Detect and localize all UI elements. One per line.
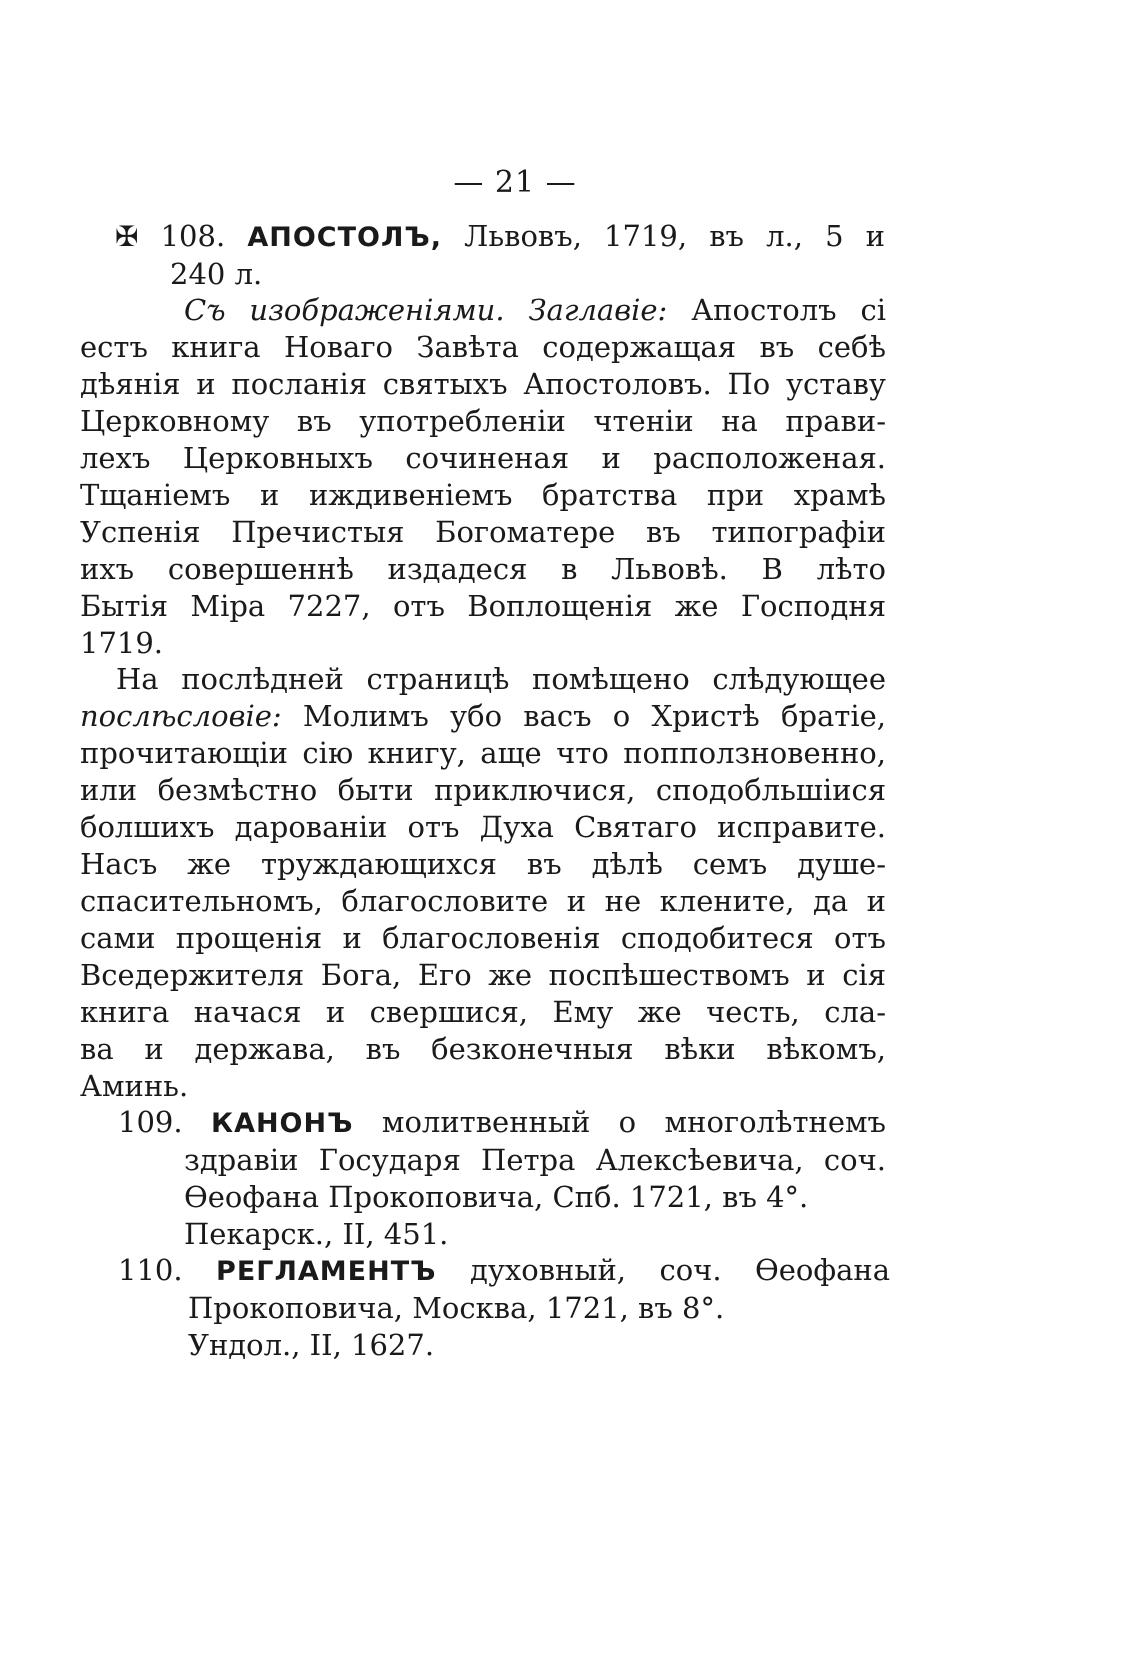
entry-108-heading	[115, 218, 885, 256]
note-line: спасительномъ, благословите и не клените, да и	[80, 884, 886, 918]
entry-head-rest: Львовъ, 1719, въ л., 5 и	[464, 219, 886, 253]
entry-109	[118, 1104, 886, 1253]
description-line: Бытія Міра 7227, отъ Воплощенія же Господня	[80, 589, 886, 623]
note-line: ва и держава, въ безконечныя вѣки вѣкомъ,	[80, 1032, 886, 1066]
entry-108	[115, 218, 885, 293]
entry-108-note	[80, 661, 886, 1105]
description-line: лехъ Церковныхъ сочиненая и расположеная.	[80, 441, 886, 475]
note-line: или безмѣстно быти приключися, сподобльшіися	[80, 773, 886, 807]
note-line: Вседержителя Бога, Его же поспѣшествомъ и сія	[80, 958, 886, 992]
entry-number: 110.	[118, 1253, 183, 1287]
entry-continuation-line: Пекарск., II, 451.	[184, 1217, 449, 1251]
italic-lead: Съ изображеніями. Заглавіе:	[184, 293, 668, 327]
entry-title: АПОСТОЛЪ,	[247, 222, 443, 253]
entry-110-heading	[118, 1252, 890, 1290]
italic-word: послѣсловіе:	[80, 699, 282, 733]
entry-head-rest: духовный, соч. Ѳеофана	[469, 1253, 891, 1287]
description-line: естъ книга Новаго Завѣта содержащая въ себѣ	[80, 330, 886, 364]
description-line: 1719.	[80, 626, 164, 660]
entry-title: КАНОНЪ	[211, 1108, 354, 1139]
cross-marker-icon: ✠	[115, 220, 139, 253]
note-line: сами прощенія и благословенія сподобитеся отъ	[80, 921, 886, 955]
note-second-rest: Молимъ убо васъ о Христѣ братіе,	[302, 699, 887, 733]
description-line: Успенія Пречистыя Богоматере въ типографіи	[80, 515, 886, 549]
description-line	[80, 292, 886, 329]
entry-head-rest: молитвенный о многолѣтнемъ	[381, 1105, 887, 1139]
entry-continuation-line: здравіи Государя Петра Алексѣевича, соч.	[184, 1143, 886, 1177]
entry-head-continuation: 240 л.	[170, 257, 263, 291]
page-number: — 21 —	[453, 165, 577, 200]
note-line: книга начася и свершися, Ему же честь, сла-	[80, 995, 886, 1029]
entry-108-description	[80, 292, 886, 662]
entry-110	[118, 1252, 890, 1364]
description-line: дѣянія и посланія святыхъ Апостоловъ. По уставу	[80, 367, 886, 401]
entry-title: РЕГЛАМЕНТЪ	[216, 1256, 437, 1287]
entry-continuation-line: Прокоповича, Москва, 1721, въ 8°.	[188, 1291, 725, 1325]
description-line: Церковному въ употребленіи чтеніи на прави-	[80, 404, 886, 438]
entry-number: 109.	[118, 1105, 183, 1139]
description-line: ихъ совершеннѣ издадеся в Львовѣ. В лѣто	[80, 552, 886, 586]
note-line: На послѣдней страницѣ помѣщено слѣдующее	[116, 662, 886, 696]
note-line: болшихъ дарованіи отъ Духа Святаго исправите.	[80, 810, 886, 844]
description-line: Тщаніемъ и иждивеніемъ братства при храмѣ	[80, 478, 886, 512]
entry-number: 108.	[160, 219, 226, 253]
entry-continuation-line: Ундол., II, 1627.	[188, 1328, 435, 1362]
note-line: прочитающіи сію книгу, аще что попползновенно,	[80, 736, 886, 770]
note-line	[80, 698, 886, 735]
entry-continuation-line: Ѳеофана Прокоповича, Спб. 1721, въ 4°.	[184, 1180, 809, 1214]
description-first-rest: Апостолъ сі	[691, 293, 886, 327]
note-line: Насъ же труждающихся въ дѣлѣ семъ душе-	[80, 847, 886, 881]
note-line: Аминь.	[80, 1069, 189, 1103]
entry-109-heading	[118, 1104, 886, 1142]
